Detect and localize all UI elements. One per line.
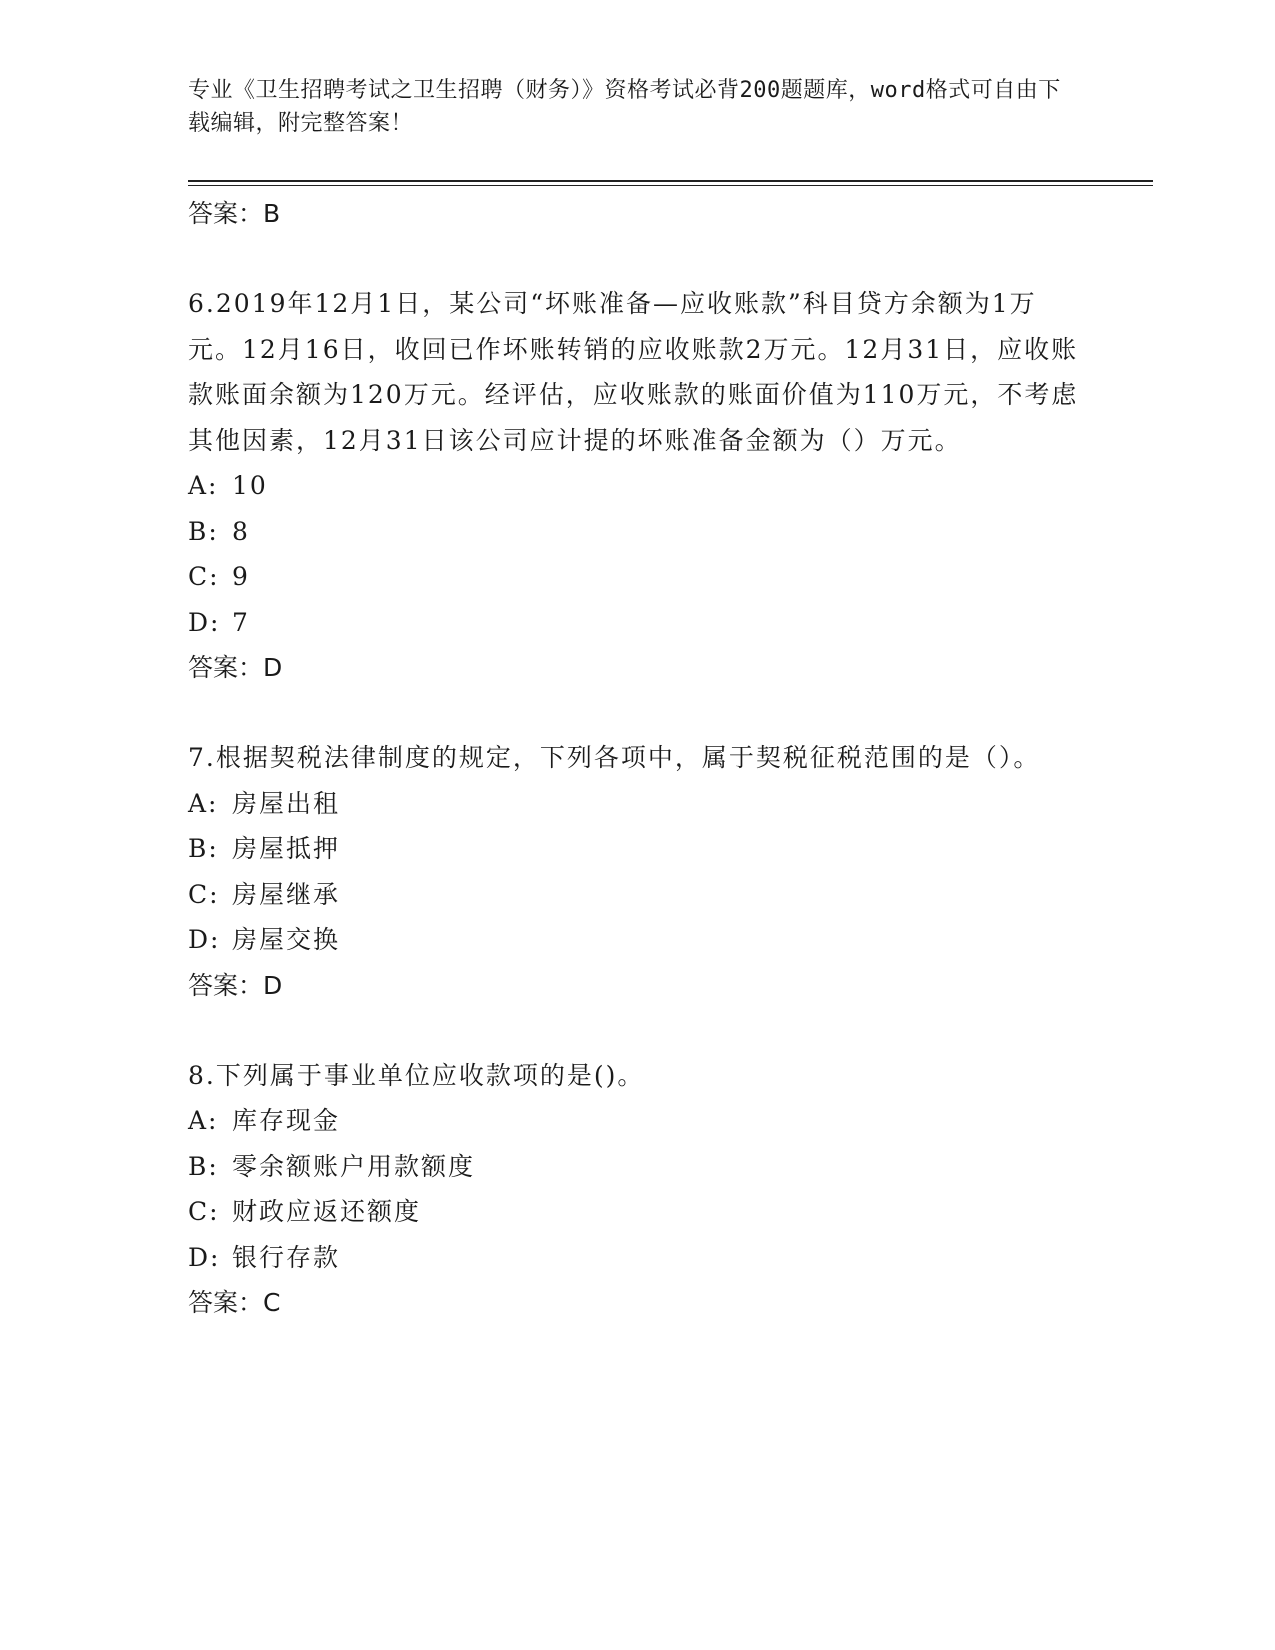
option-b (188, 1144, 1088, 1190)
header-rule (188, 180, 1153, 182)
question-7 (188, 735, 1088, 1008)
question-stem: 8.下列属于事业单位应收款项的是()。 (188, 1060, 645, 1090)
option-letter: C: (188, 562, 220, 591)
option-letter: C: (188, 1197, 220, 1226)
option-c (188, 872, 1088, 918)
option-text: 财政应返还额度 (232, 1197, 422, 1226)
option-d (188, 600, 1088, 646)
answer-line: 答案：C (188, 1288, 281, 1317)
answer-line: 答案：B (188, 199, 281, 228)
option-b (188, 826, 1088, 872)
question-stem: 7.根据契税法律制度的规定，下列各项中，属于契税征税范围的是（）。 (188, 743, 1041, 772)
option-d (188, 917, 1088, 963)
question-stem: 6.2019年12月1日，某公司“坏账准备—应收账款”科目贷方余额为1万元。12月16日，收回已作坏账转销的应收账款2万元。12月31日，应收账款账面余额为120万元。经评估，应收账款的账面价值为110万元，不考虑其他因素，12月31日该公司应计提的坏账准备金额为（）万元。 (188, 289, 1079, 455)
option-letter: A: (188, 1106, 219, 1135)
option-c (188, 1189, 1088, 1235)
option-letter: A: (188, 471, 219, 500)
option-b (188, 509, 1088, 555)
header-rule-thin (188, 185, 1153, 186)
option-text: 房屋交换 (232, 925, 341, 954)
option-text: 房屋继承 (232, 879, 341, 909)
option-text: 库存现金 (232, 1106, 341, 1135)
option-letter: D: (188, 925, 221, 954)
option-letter: D: (188, 607, 221, 637)
option-letter: D: (188, 1242, 221, 1272)
document-body (188, 191, 1088, 1325)
option-text: 零余额账户用款额度 (232, 1151, 476, 1181)
option-text: 7 (232, 607, 250, 637)
option-text: 9 (232, 562, 250, 591)
option-a (188, 781, 1088, 827)
option-text: 银行存款 (232, 1242, 341, 1272)
option-letter: C: (188, 879, 220, 909)
option-a (188, 1098, 1088, 1144)
question-8 (188, 1053, 1088, 1326)
option-letter: A: (188, 788, 219, 818)
option-text: 8 (232, 516, 250, 546)
option-c (188, 554, 1088, 600)
option-a (188, 463, 1088, 509)
option-text: 10 (232, 471, 268, 500)
question-6 (188, 281, 1088, 690)
option-text: 房屋抵押 (232, 834, 341, 863)
answer-line: 答案：D (188, 653, 283, 682)
document-header: 专业《卫生招聘考试之卫生招聘（财务）》资格考试必背200题题库，word格式可自由下载编辑，附完整答案！ (188, 78, 1061, 136)
option-letter: B: (188, 1151, 219, 1181)
option-letter: B: (188, 516, 219, 546)
option-text: 房屋出租 (232, 788, 341, 818)
answer-line: 答案：D (188, 970, 283, 1000)
option-d (188, 1235, 1088, 1281)
option-letter: B: (188, 834, 219, 863)
